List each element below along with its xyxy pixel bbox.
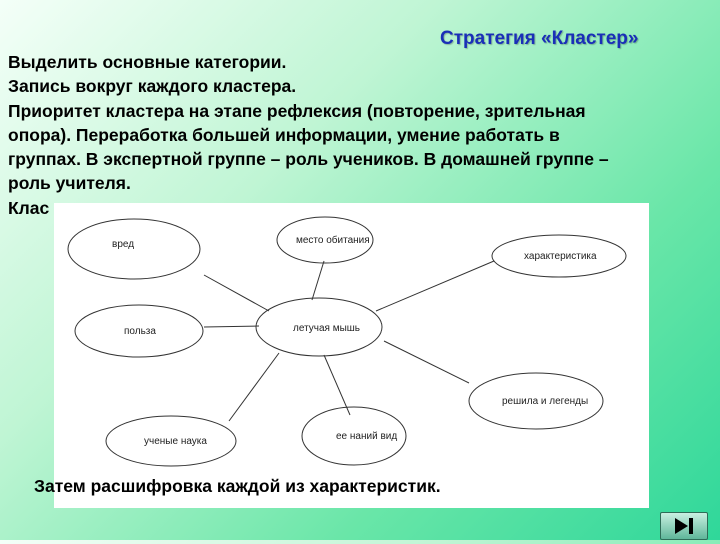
connector-line <box>204 275 269 311</box>
cluster-diagram <box>54 203 649 508</box>
node-label: ученые наука <box>144 436 207 447</box>
node-label: решила и легенды <box>502 396 589 407</box>
connector-line <box>204 326 259 327</box>
slide-title: Стратегия «Кластер» <box>440 28 639 49</box>
body-line: группах. В экспертной группе – роль учеников. В домашней группе – <box>8 149 609 170</box>
node-label: вред <box>112 239 135 250</box>
node-label: польза <box>124 326 156 337</box>
connector-line <box>229 353 279 421</box>
node-label: характеристика <box>524 251 597 262</box>
node-label: ее наний вид <box>336 431 398 442</box>
cluster-diagram-svg <box>54 203 649 508</box>
center-node-label: летучая мышь <box>293 323 361 334</box>
connector-line <box>324 355 350 415</box>
slide-footer-text: Затем расшифровка каждой из характеристик. <box>34 476 441 496</box>
body-line: роль учителя. <box>8 173 131 194</box>
body-line: Запись вокруг каждого кластера. <box>8 76 297 97</box>
body-line: Клас <box>8 197 50 218</box>
node-label: место обитания <box>296 235 370 246</box>
body-line: опора). Переработка большей информации, умение работать в <box>8 124 560 145</box>
body-line: Выделить основные категории. <box>8 52 287 72</box>
connector-line <box>376 261 494 311</box>
last-slide-icon[interactable] <box>660 512 708 540</box>
slide-body-text <box>8 50 713 220</box>
connector-line <box>312 261 324 300</box>
connector-line <box>384 341 469 383</box>
body-line: Приоритет кластера на этапе рефлексия (повторение, зрительная <box>8 100 586 121</box>
last-slide-icon-glyph <box>661 513 707 539</box>
